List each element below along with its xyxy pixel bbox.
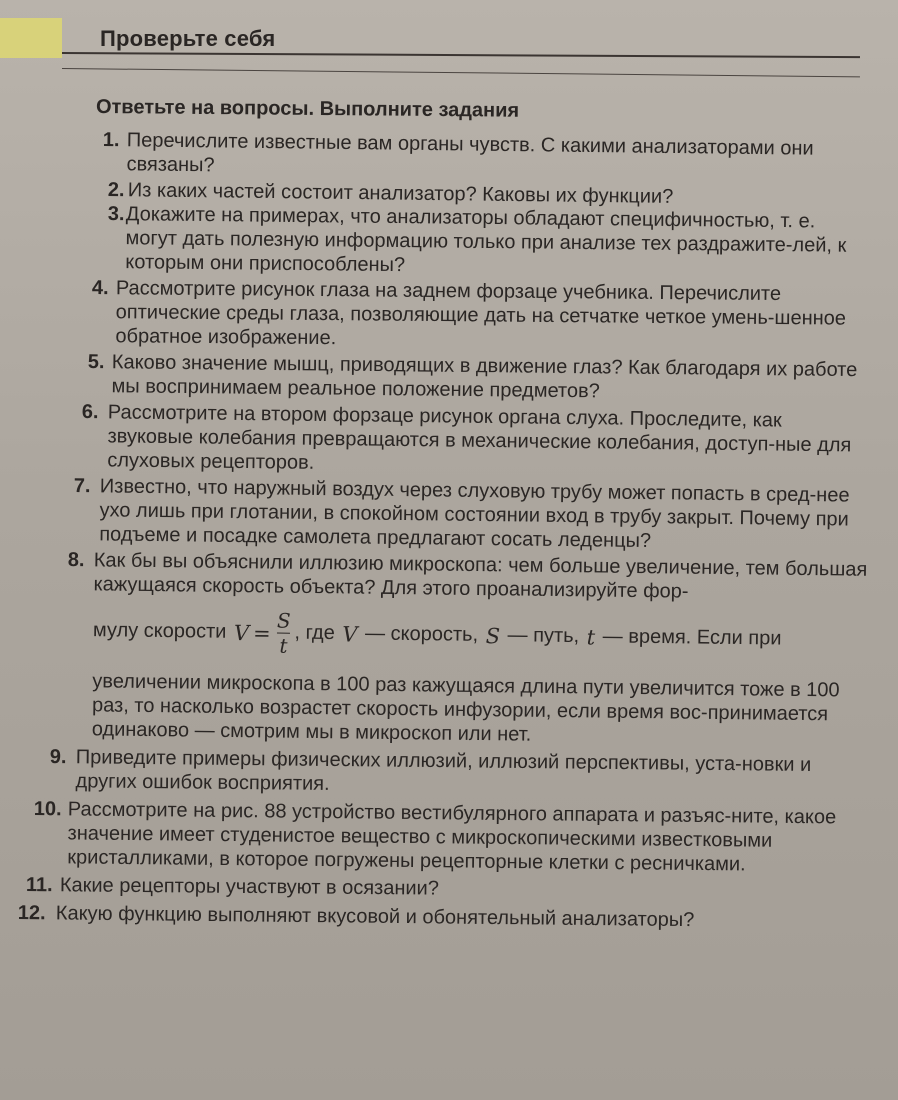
question-number: 2. (107, 178, 125, 202)
variable-s: S (485, 623, 501, 648)
question-text: Рассмотрите рисунок глаза на заднем форзаце учебника. Перечислите оптические среды глаза, позволяющие дать на сетчатке четкое умень-шенное обратное изображение. (115, 277, 847, 350)
formula-suffix-2: — скорость, (364, 622, 479, 646)
section-accent-strip (0, 18, 62, 58)
question-text: Приведите примеры физических иллюзий, иллюзий перспективы, уста-новки и других ошибок восприятия. (75, 746, 812, 795)
question-item-12 (18, 901, 878, 934)
formula-equals-sign: = (253, 620, 271, 645)
header-rule-top (62, 52, 860, 58)
formula-velocity-symbol: V (233, 620, 250, 645)
question-number: 6. (81, 400, 99, 424)
question-number: 4. (91, 276, 109, 300)
question-number: 9. (49, 745, 67, 769)
formula-prefix: мулу скорости (92, 619, 227, 643)
question-item-3 (107, 202, 868, 282)
question-item-8 (66, 548, 874, 751)
formula-numerator: S (276, 608, 291, 633)
question-number: 11. (25, 873, 53, 897)
question-item-4 (91, 276, 870, 355)
question-number: 5. (87, 350, 105, 374)
question-item-11 (26, 873, 876, 904)
formula-suffix-4: — время. Если при (602, 625, 782, 650)
question-item-6 (81, 400, 866, 482)
section-title: Проверьте себя (100, 26, 276, 51)
question-text: Рассмотрите на втором форзаце рисунок органа слуха. Проследите, как звуковые колебания превращаются в механические колебания, доступ-ные для слуховых рецепторов. (107, 401, 852, 474)
question-item-9 (49, 745, 869, 802)
variable-t: t (586, 624, 596, 649)
questions-subheading: Ответьте на вопросы. Выполните задания (95, 96, 520, 122)
question-item-5 (87, 350, 865, 406)
question-text: Какие рецепторы участвуют в осязании? (59, 874, 440, 900)
questions-list (0, 128, 898, 932)
formula-fraction (276, 608, 291, 658)
question-number: 10. (33, 797, 62, 821)
question-text: Докажите на примерах, что анализаторы обладают специфичностью, т. е. могут дать полезную информацию только при анализе тех раздражите-лей, к которым они приспособлены? (125, 203, 847, 277)
question-number: 7. (73, 474, 91, 498)
question-number: 1. (102, 128, 120, 152)
question-item-7 (73, 474, 868, 556)
question-item-1 (102, 128, 863, 185)
formula-line (93, 608, 873, 663)
question-text: Из каких частей состоит анализатор? Каковы их функции? (127, 179, 674, 208)
question-text: Рассмотрите на рис. 88 устройство вестибулярного аппарата и разъяс-ните, какое значение имеет студенистое вещество с микроскопическими известковыми кристалликами, в которое погружены рецепторные клетки с ресничками. (67, 798, 837, 876)
formula-suffix-3: — путь, (507, 624, 580, 648)
question-text: Каково значение мышц, приводящих в движение глаз? Как благодаря их работе мы воспринимаем реальное положение предметов? (111, 351, 858, 403)
variable-v: V (342, 621, 358, 647)
question-number: 12. (17, 901, 46, 925)
question-number: 8. (67, 548, 85, 572)
question-number: 3. (107, 202, 125, 226)
question-text (92, 548, 874, 751)
question-text-before-formula: Как бы вы объяснили иллюзию микроскопа: чем больше увеличение, тем большая кажущаяся скорость объекта? Для этого проанализируйте фор- (93, 549, 868, 603)
question-text: Известно, что наружный воздух через слуховую трубу может попасть в сред-нее ухо лишь при глотании, в спокойном состоянии вход в трубу закрыт. Почему при подъеме и посадке самолета предлагают сосать леденцы? (99, 475, 850, 553)
formula-suffix-1: , где (294, 621, 335, 645)
formula-denominator: t (279, 633, 288, 658)
question-text: Какую функцию выполняют вкусовой и обонятельный анализаторы? (55, 902, 695, 932)
header-rule-bottom (62, 68, 860, 77)
question-item-10 (33, 797, 884, 878)
question-text-after-formula: увеличении микроскопа в 100 раз кажущаяся длина пути увеличится тоже в 100 раз, то насколько возрастет скорость инфузории, если время вос-принимается одинаково — смотрим мы в микроскоп или нет. (91, 670, 840, 746)
question-text: Перечислите известные вам органы чувств. С какими анализаторами они связаны? (126, 129, 814, 177)
